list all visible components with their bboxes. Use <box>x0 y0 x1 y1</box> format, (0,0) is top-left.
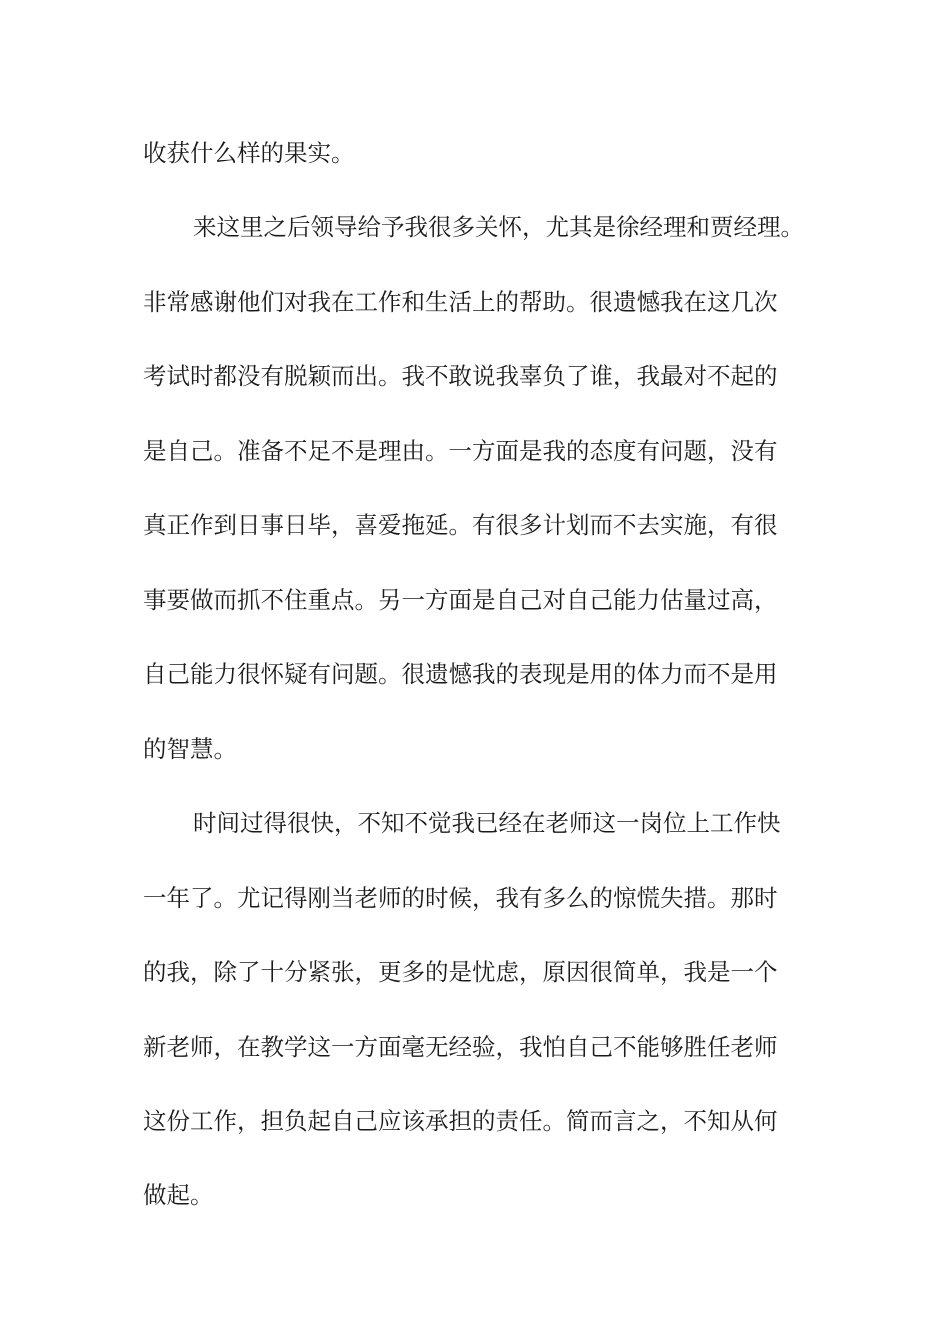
text-line: 自己能力很怀疑有问题。很遗憾我的表现是用的体力而不是用 <box>143 660 778 688</box>
text-line: 的我，除了十分紧张，更多的是忧虑，原因很简单，我是一个 <box>143 958 778 986</box>
paragraph-start-line: 时间过得很快，不知不觉我已经在老师这一岗位上工作快 <box>193 809 781 837</box>
text-line: 考试时都没有脱颖而出。我不敢说我辜负了谁，我最对不起的 <box>143 362 778 390</box>
paragraph-start-line: 来这里之后领导给予我很多关怀，尤其是徐经理和贾经理。 <box>193 213 804 241</box>
text-line: 真正作到日事日毕，喜爱拖延。有很多计划而不去实施，有很 <box>143 511 778 539</box>
text-line: 收获什么样的果实。 <box>143 139 355 167</box>
text-line: 非常感谢他们对我在工作和生活上的帮助。很遗憾我在这几次 <box>143 288 778 316</box>
text-line: 一年了。尤记得刚当老师的时候，我有多么的惊慌失措。那时 <box>143 884 778 912</box>
text-line: 是自己。准备不足不是理由。一方面是我的态度有问题，没有 <box>143 437 778 465</box>
text-line: 事要做而抓不住重点。另一方面是自己对自己能力估量过高， <box>143 586 778 614</box>
text-line: 新老师，在教学这一方面毫无经验，我怕自己不能够胜任老师 <box>143 1033 778 1061</box>
text-line: 做起。 <box>143 1181 214 1209</box>
text-line: 这份工作，担负起自己应该承担的责任。简而言之，不知从何 <box>143 1107 778 1135</box>
text-line: 的智慧。 <box>143 735 237 763</box>
